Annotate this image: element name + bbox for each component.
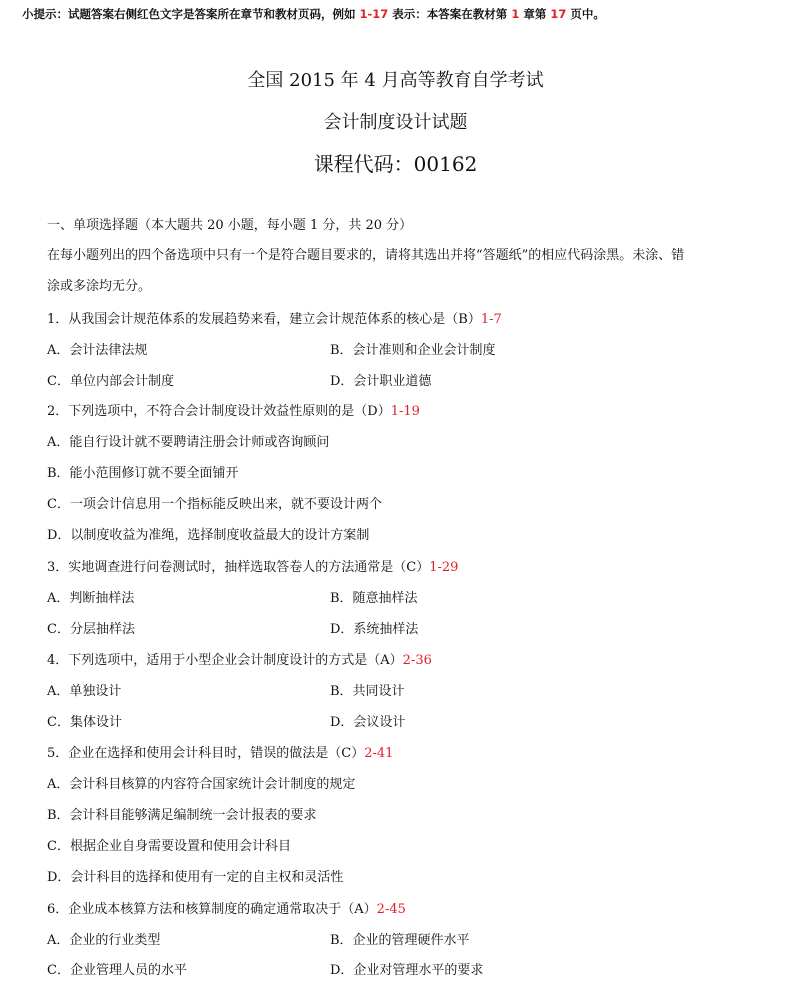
tip-chapter: 1 xyxy=(511,7,520,21)
section-heading: 一、单项选择题（本大题共 20 小题，每小题 1 分，共 20 分） xyxy=(47,218,413,233)
answer-reference: 1-7 xyxy=(480,312,502,327)
tip-example: 1-17 xyxy=(359,7,389,21)
course-code: 课程代码：00162 xyxy=(313,152,478,176)
question-text: 4．下列选项中，适用于小型企业会计制度设计的方式是（A） xyxy=(47,653,403,668)
answer-reference: 2-45 xyxy=(376,902,406,917)
answer-reference: 2-36 xyxy=(402,653,432,668)
question-stem xyxy=(47,901,406,919)
instruction-line-1: 在每小题列出的四个备选项中只有一个是符合题目要求的，请将其选出并将“答题纸”的相应代码涂黑。未涂、错 xyxy=(47,248,685,263)
option-a: A．单独设计 xyxy=(47,684,122,699)
tip-mid1: 表示：本答案在教材第 xyxy=(388,7,512,21)
option-d: D．以制度收益为准绳，选择制度收益最大的设计方案制 xyxy=(47,528,370,543)
option-b: B．随意抽样法 xyxy=(330,591,418,606)
option-c: C．集体设计 xyxy=(47,715,122,730)
option-b: B．企业的管理硬件水平 xyxy=(330,933,470,948)
question-stem xyxy=(47,403,420,421)
option-b: B．能小范围修订就不要全面铺开 xyxy=(47,466,239,481)
tip-prefix: 小提示：试题答案右侧红色文字是答案所在章节和教材页码，例如 xyxy=(22,7,360,21)
tip-banner xyxy=(22,6,605,22)
question-text: 6．企业成本核算方法和核算制度的确定通常取决于（A） xyxy=(47,902,377,917)
question-text: 1．从我国会计规范体系的发展趋势来看，建立会计规范体系的核心是（B） xyxy=(47,312,481,327)
option-c: C．一项会计信息用一个指标能反映出来，就不要设计两个 xyxy=(47,497,382,512)
option-d: D．会计科目的选择和使用有一定的自主权和灵活性 xyxy=(47,870,344,885)
question-text: 2．下列选项中，不符合会计制度设计效益性原则的是（D） xyxy=(47,404,391,419)
option-d: D．系统抽样法 xyxy=(330,622,419,637)
subject-title: 会计制度设计试题 xyxy=(323,112,468,133)
option-c: C．企业管理人员的水平 xyxy=(47,963,187,978)
tip-page: 17 xyxy=(550,7,567,21)
tip-suffix: 页中。 xyxy=(566,7,605,21)
option-c: C．根据企业自身需要设置和使用会计科目 xyxy=(47,839,291,854)
option-c: C．分层抽样法 xyxy=(47,622,135,637)
question-stem xyxy=(47,652,432,670)
option-b: B．会计科目能够满足编制统一会计报表的要求 xyxy=(47,808,317,823)
option-b: B．会计准则和企业会计制度 xyxy=(330,343,496,358)
question-stem xyxy=(47,311,502,329)
option-a: A．会计科目核算的内容符合国家统计会计制度的规定 xyxy=(47,777,356,792)
option-c: C．单位内部会计制度 xyxy=(47,374,174,389)
exam-title: 全国 2015 年 4 月高等教育自学考试 xyxy=(247,70,544,91)
tip-mid2: 章第 xyxy=(519,7,551,21)
instruction-line-2: 涂或多涂均无分。 xyxy=(47,279,152,294)
answer-reference: 1-29 xyxy=(429,560,459,575)
question-text: 5．企业在选择和使用会计科目时，错误的做法是（C） xyxy=(47,746,365,761)
option-b: B．共同设计 xyxy=(330,684,405,699)
option-a: A．会计法律法规 xyxy=(47,343,148,358)
option-d: D．企业对管理水平的要求 xyxy=(330,963,484,978)
option-a: A．判断抽样法 xyxy=(47,591,135,606)
option-a: A．能自行设计就不要聘请注册会计师或咨询顾问 xyxy=(47,435,330,450)
option-a: A．企业的行业类型 xyxy=(47,933,161,948)
answer-reference: 1-19 xyxy=(390,404,420,419)
answer-reference: 2-41 xyxy=(364,746,394,761)
question-text: 3．实地调查进行问卷测试时，抽样选取答卷人的方法通常是（C） xyxy=(47,560,430,575)
option-d: D．会计职业道德 xyxy=(330,374,432,389)
question-stem xyxy=(47,559,458,577)
question-stem xyxy=(47,745,393,763)
option-d: D．会议设计 xyxy=(330,715,406,730)
